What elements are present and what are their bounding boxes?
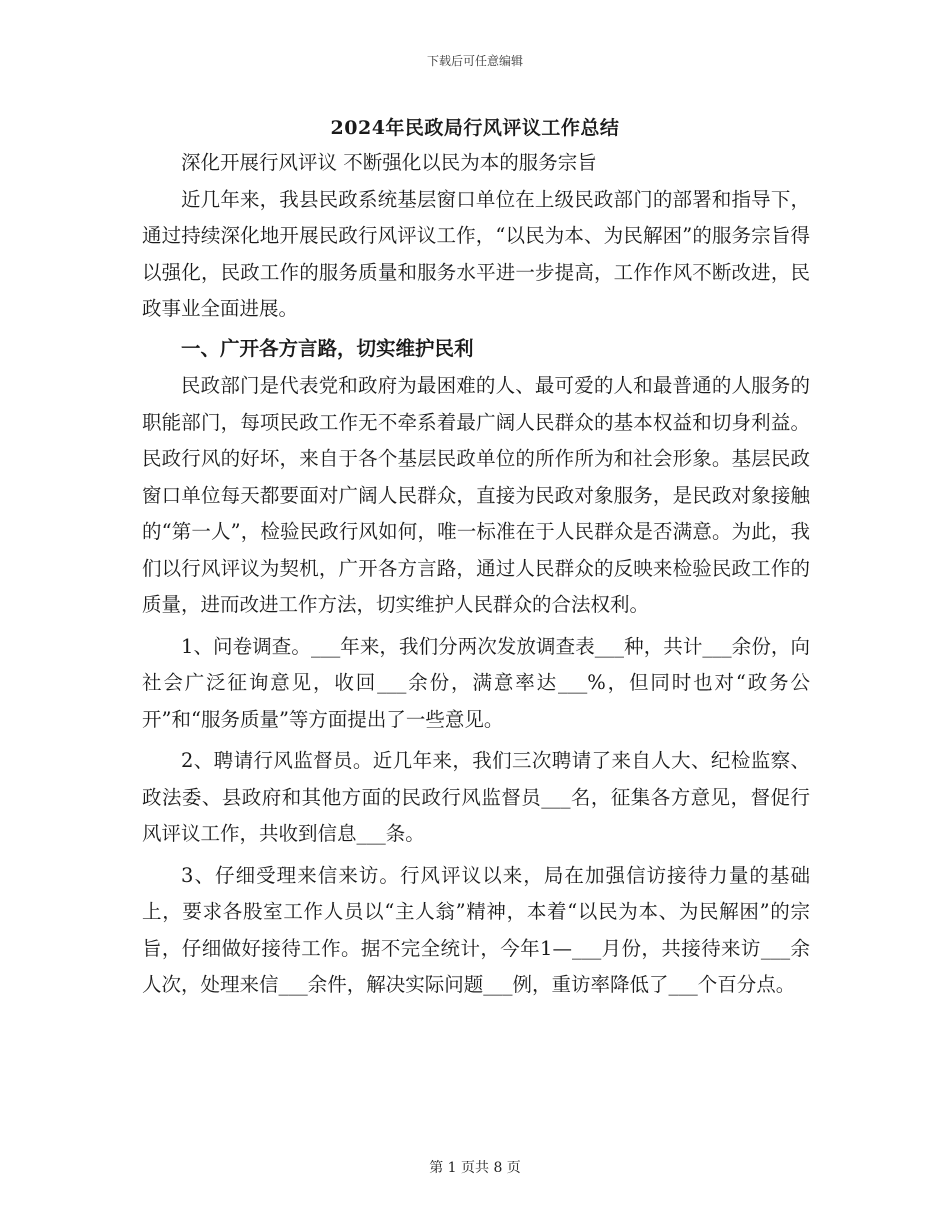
section-paragraph: 民政部门是代表党和政府为最困难的人、最可爱的人和最普通的人服务的职能部门，每项民政工作无不牵系着最广阔人民群众的基本权益和切身利益。民政行风的好坏，来自于各个基层民政单位的所作所为和社会形象。基层民政窗口单位每天都要面对广阔人民群众，直接为民政对象服务，是民政对象接触的“第一人”，检验民政行风如何，唯一标准在于人民群众是否满意。为此，我们以行风评议为契机，广开各方言路，通过人民群众的反映来检验民政工作的质量，进而改进工作方法，切实维护人民群众的合法权利。 (142, 374, 810, 616)
document-subtitle: 深化开展行风评议 不断强化以民为本的服务宗旨 (181, 151, 597, 174)
intro-paragraph: 近几年来，我县民政系统基层窗口单位在上级民政部门的部署和指导下，通过持续深化地开展民政行风评议工作，“以民为本、为民解困”的服务宗旨得以强化，民政工作的服务质量和服务水平进一步提高，工作作风不断改进，民政事业全面进展。 (142, 187, 810, 320)
header-note: 下载后可任意编辑 (426, 54, 523, 68)
section-heading: 一、广开各方言路，切实维护民利 (181, 336, 474, 360)
list-item-letters-visits: 3、仔细受理来信来访。行风评议以来，局在加强信访接待力量的基础上，要求各股室工作人员以“主人翁”精神，本着“以民为本、为民解困”的宗旨，仔细做好接待工作。据不完全统计，今年1—___月份，共接待来访___余人次，处理来信___余件，解决实际问题___例，重访率降低了___个百分点。 (142, 863, 810, 996)
list-item-questionnaire: 1、问卷调查。___年来，我们分两次发放调查表___种，共计___余份，向社会广泛征询意见，收回___余份，满意率达___%，但同时也对“政务公开”和“服务质量”等方面提出了一些意见。 (142, 634, 810, 731)
list-item-supervisors: 2、聘请行风监督员。近几年来，我们三次聘请了来自人大、纪检监察、政法委、县政府和其他方面的民政行风监督员___名，征集各方意见，督促行风评议工作，共收到信息___条。 (142, 749, 810, 845)
document-body (142, 145, 810, 1004)
document-title: 2024年民政局行风评议工作总结 (330, 117, 620, 139)
page-number: 第 1 页共 8 页 (429, 1160, 521, 1176)
